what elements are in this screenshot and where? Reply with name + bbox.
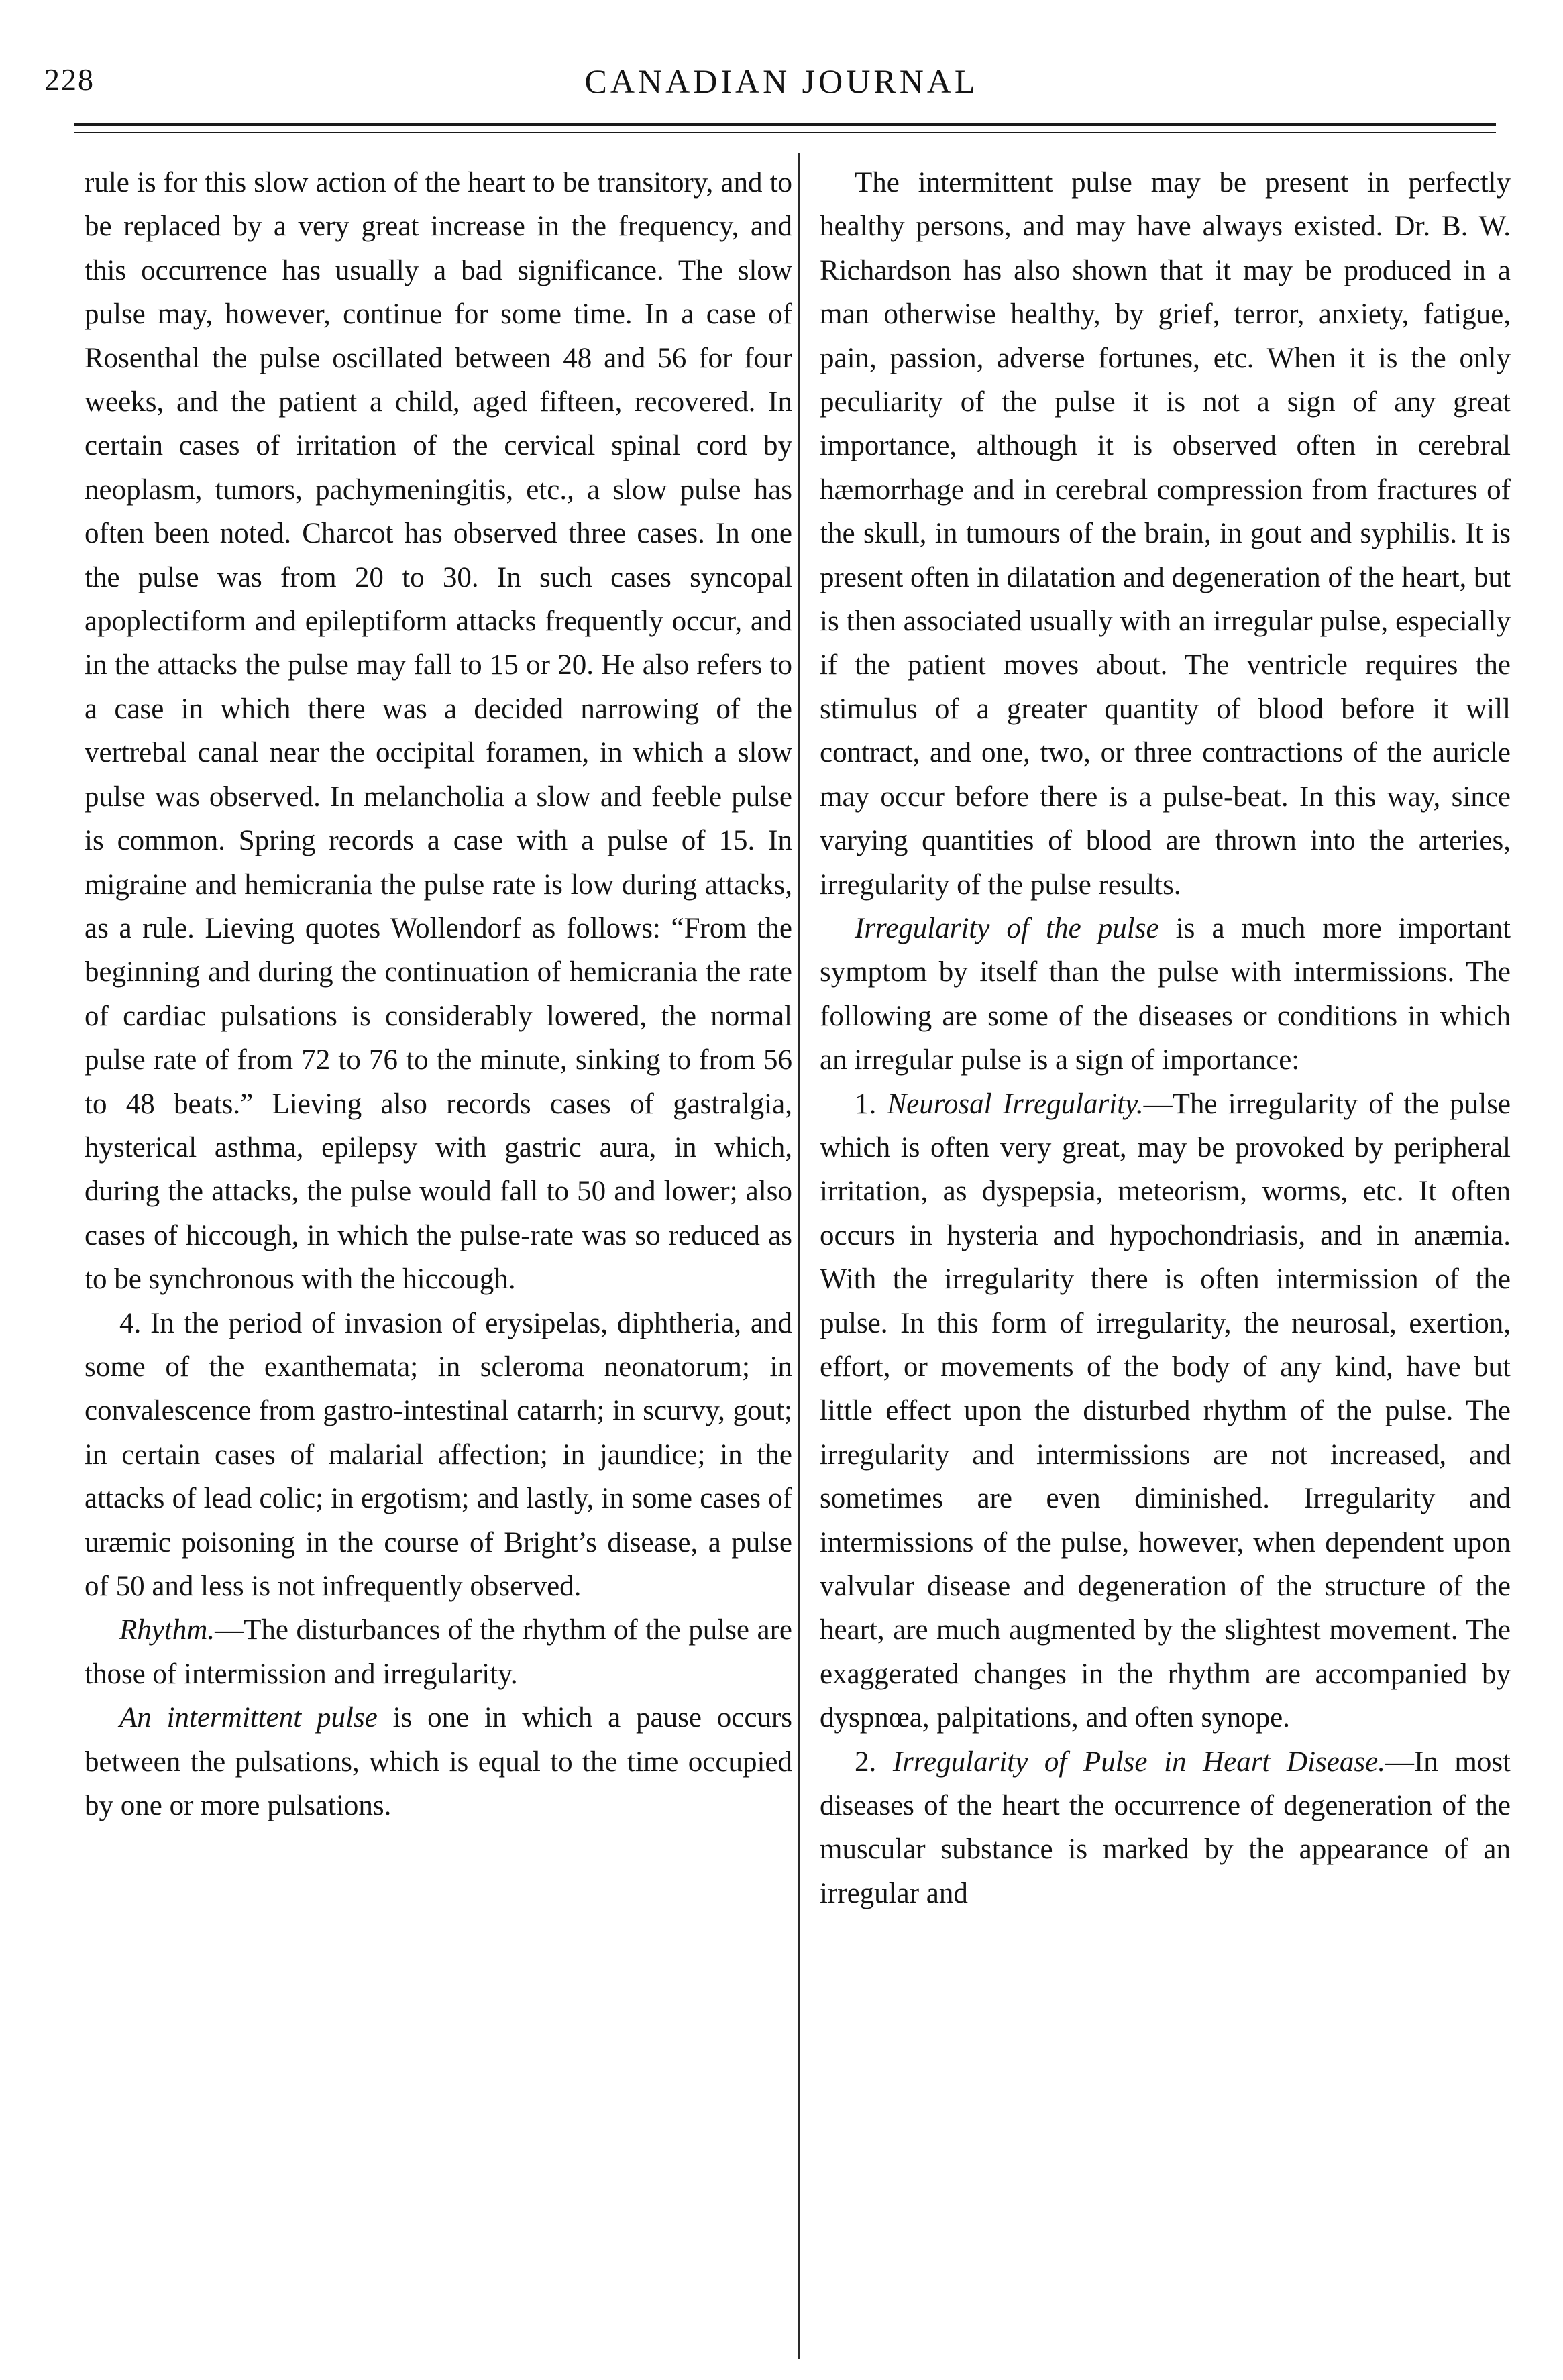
right-paragraph-1: The intermittent pulse may be present in perfectly healthy persons, and may have always existed. Dr. B. W. Richardson has also shown that it may be produced in a man otherwise healthy, by grief, terror, anxiety, fatigue, pain, passion, adverse fortunes, etc. When it is the only peculiarity of the pulse it is not a sign of any great importance, although it is observed often in cerebral hæmorrhage and in cerebral compression from fractures of the skull, in tumours of the brain, in gout and syphilis. It is present often in dilatation and degeneration of the heart, but is then associated usually with an irregular pulse, especially if the patient moves about. The ventricle requires the stimulus of a greater quantity of blood before it will contract, and one, two, or three contractions of the auricle may occur before there is a pulse-beat. In this way, since varying quantities of blood are thrown into the arteries, irregularity of the pulse results. — [820, 167, 1511, 901]
right-paragraph-3 — [820, 1082, 1511, 1740]
heart-disease-heading: Irregularity of Pulse in Heart Disease. — [892, 1746, 1385, 1778]
running-head: CANADIAN JOURNAL — [584, 62, 979, 100]
rhythm-body: —The disturbances of the rhythm of the pulse are those of intermission and irregularity. — [85, 1614, 792, 1690]
item-1-number: 1. — [855, 1088, 887, 1120]
right-paragraph-2 — [820, 907, 1511, 1082]
intermittent-heading: An intermittent pulse — [119, 1702, 378, 1734]
left-column — [85, 161, 792, 1827]
irregularity-heading: Irregularity of the pulse — [855, 912, 1159, 944]
right-paragraph-4 — [820, 1740, 1511, 1916]
neurosal-body: —The irregularity of the pulse which is often very great, may be provoked by peripheral irritation, as dyspepsia, meteorism, worms, etc. It often occurs in hysteria and hypochondriasis, and in anæmia. With the irregularity there is often intermission of the pulse. In this form of irregularity, the neurosal, exertion, effort, or movements of the body of any kind, have but little effect upon the disturbed rhythm of the pulse. The irregularity and intermissions are not increased, and sometimes are even diminished. Irregularity and intermissions of the pulse, however, when dependent upon valvular disease and degeneration of the structure of the heart, are much augmented by the slightest movement. The exaggerated changes in the rhythm are accompanied by dyspnœa, palpitations, and often synope. — [820, 1088, 1511, 1734]
left-paragraph-1: rule is for this slow action of the heart to be transitory, and to be replaced by a very great increase in the frequency, and this occurrence has usually a bad significance. The slow pulse may, however, continue for some time. In a case of Rosenthal the pulse oscillated between 48 and 56 for four weeks, and the patient a child, aged fifteen, recovered. In certain cases of irritation of the cervical spinal cord by neoplasm, tumors, pachymeningitis, etc., a slow pulse has often been noted. Charcot has observed three cases. In one the pulse was from 20 to 30. In such cases syncopal apoplectiform and epileptiform attacks frequently occur, and in the attacks the pulse may fall to 15 or 20. He also refers to a case in which there was a decided narrowing of the vertrebal canal near the occipital foramen, in which a slow pulse was observed. In melancholia a slow and feeble pulse is common. Spring records a case with a pulse of 15. In migraine and hemicrania the pulse rate is low during attacks, as a rule. Lieving quotes Wollendorf as follows: “From the beginning and during the continuation of hemicrania the rate of cardiac pulsations is considerably lowered, the normal pulse rate of from 72 to 76 to the minute, sinking to from 56 to 48 beats.” Lieving also records cases of gastralgia, hysterical asthma, epilepsy with gastric aura, in which, during the attacks, the pulse would fall to 50 and lower; also cases of hiccough, in which the pulse-rate was so reduced as to be synchronous with the hiccough. — [85, 167, 792, 1296]
item-2-number: 2. — [855, 1746, 893, 1778]
intermittent-body: is one in which a pause occurs between the pulsations, which is equal to the time occupied by one or more pulsations. — [85, 1702, 792, 1822]
left-paragraph-4 — [85, 1696, 792, 1827]
neurosal-heading: Neurosal Irregularity. — [887, 1088, 1144, 1120]
rhythm-heading: Rhythm. — [119, 1614, 215, 1646]
header-rule-thick — [74, 123, 1496, 126]
irregularity-body: is a much more important symptom by itself than the pulse with intermissions. The following are some of the diseases or conditions in which an irregular pulse is a sign of importance: — [820, 912, 1511, 1076]
page-number: 228 — [44, 62, 95, 97]
heart-disease-body: —In most diseases of the heart the occurrence of degeneration of the muscular substance is marked by the appearance of an irregular and — [820, 1746, 1511, 1909]
header-rule-thin — [74, 132, 1496, 133]
column-divider — [798, 153, 800, 2359]
left-paragraph-2: 4. In the period of invasion of erysipelas, diphtheria, and some of the exanthemata; in scleroma neonatorum; in convalescence from gastro-intestinal catarrh; in scurvy, gout; in certain cases of malarial affection; in jaundice; in the attacks of lead colic; in ergotism; and lastly, in some cases of uræmic poisoning in the course of Bright’s disease, a pulse of 50 and less is not infrequently observed. — [85, 1307, 792, 1602]
left-paragraph-3 — [85, 1608, 792, 1696]
right-column — [820, 161, 1511, 1915]
